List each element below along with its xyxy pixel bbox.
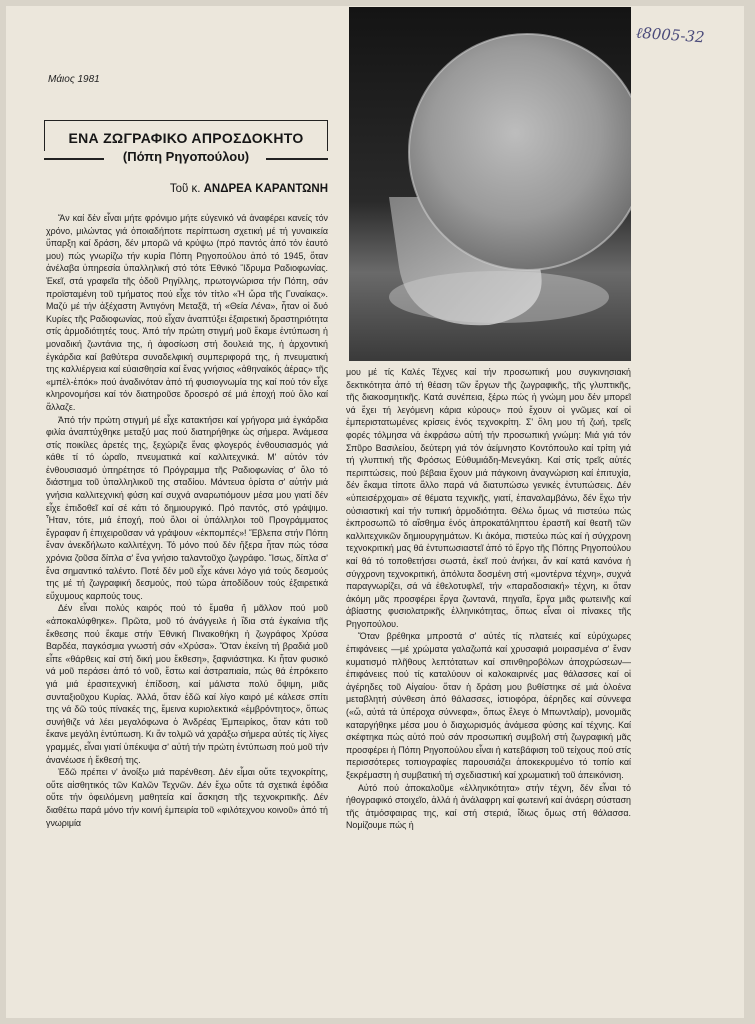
paragraph: μου μέ τίς Καλές Τέχνες καί τήν προσωπική μου συγκινησιακή δεκτικότητα ἀπό τή θέαση τῶν ἔργων τῆς ζωγραφικῆς, τῆς γλυπτικῆς, τῆς διακοσμητικῆς. Κατά συνέπεια, ξέρω πώς ἡ γνώμη μου δέν μπορεῖ νά ἔχει τή λεγόμενη κάρια κύρους» πού ἔχουν οἱ γνῶμες καί οἱ ἐμπεριστατωμένες κρίσεις ἑνός τεχνοκρίτη. Σ' ὅλη μου τή ζωή, τρεῖς φορές τόλμησα νά ἐκφράσω αὐτή τήν προσωπική γνώμη: Μιά γιά τόν Σπῦρο Βασιλείου, δεύτερη γιά τόν ἀείμνηστο Κοντόπουλο καί τρίτη γιά τή γλυπτική τῆς Φρόσως Εὐθυμιάδη-Μενεγάκη. Καί στίς τρεῖς αὐτές περιπτώσεις, πού βέβαια ἔχουν μιά πάγκοινη ἀναγνώριση καί ἐπιτυχία, δέν ἔκαμα τίποτε ἄλλο παρά νά διατυπώσω γενικές ἐντυπώσεις. Δέν «ὑπεισέρχομαι» σέ θέματα τεχνικῆς, γιατί, ἐπαναλαμβάνω, δέν ἔχω τήν οὐσιαστική καί τήν τυπική ἁρμοδιότητα. Θέλω ὅμως νά πιστεύω πώς ἐκπροσωπῶ τό αἴσθημα ἑνός ἀπροκατάληπτου ἐραστῆ καί θεατῆ τῶν καλλιτεχνικῶν δημιουργημάτων. Κι ἀκόμα, πιστεύω πώς καί ἡ σύγχρονη τεχνοκριτική μας θά ἐντυπωσιαστεῖ ἀπό τό ἔργο τῆς Πόπης Ρηγοπούλου καί θά τό τοποθετήσει σωστά, ἐκεῖ πού ἀνήκει, ἄν καί κατά κανόνα ἡ σύγχρονη τεχνοκριτική, ἀπόλυτα δοσμένη στή «μοντέρνα τέχνη», συχνά παραγνωρίζει, σά νά ἐθελοτυφλεῖ, τήν «παραδοσιακή» τέχνη, κι ὅταν ἀκόμη μᾶς προσφέρει ἔργα ζωντανά, πηγαῖα, ἔργα μιᾶς φωτεινῆς καί ἀβίαστης φυσιολατρικῆς ἑλληνικότητας, ὅπως εἶναι οἱ πίνακες τῆς Ρηγοπούλου. xyxy=(346,367,631,629)
paragraph: Αὐτό πού ἀποκαλοῦμε «ἑλληνικότητα» στήν τέχνη, δέν εἶναι τό ἠθογραφικό στοιχεῖο, ἀλλά ἡ ἀνάλαφρη καί φωτεινή καί ἀνάερη σύσταση τῆς ἀτμόσφαιρας της, καί στή στεριά, ἴδιως ὅμως στή θάλασσα. Νομίζουμε πώς ἡ xyxy=(346,782,631,831)
author-line xyxy=(46,183,328,195)
left-text-column xyxy=(46,212,328,992)
painting-image xyxy=(349,7,631,361)
article-title-box xyxy=(44,120,328,172)
subtitle-row xyxy=(44,149,328,167)
article-subtitle: (Πόπη Ρηγοπούλου) xyxy=(122,149,250,164)
paragraph: Ἀπό τήν πρώτη στιγμή μέ εἶχε κατακτήσει καί γρήγορα μιά ἐγκάρδια φιλία ἀναπτύχθηκε μεταξύ μας πού διατηρήθηκε ὡς σήμερα. Ἀνάμεσα στίς ποικίλες ἀρετές της, ξεχώριζε ἕνας φλογερός ἐνθουσιασμός γιά κάθε τί τό ὡραῖο, πνευματικά καί καλλιτεχνικά. Μ' αὐτόν τόν ἐνθουσιασμό ὑπηρέτησε τό Πρόγραμμα τῆς Ραδιοφωνίας σ' ὅλο τό διάστημα τοῦ ὑπαλληλικοῦ της σταδίου. Μάντευα ὁρίστα σ' αὐτήν μιά γνήσια καλλιτεχνική φύση καί συχνά αναρωτιόμουν μέσα μου γιατί δέν εἶχε ἐπιδοθεῖ καί σέ κάτι τό δημιουργικό. Πρό παντός, στό γράψιμο. Ἦταν, τότε, μιά ἐποχή, πού ὅλοι οἱ ὑπάλληλοι τοῦ Προγράμματος ἔγραφαν ἤ ἐπιχειροῦσαν νά γράψουν «ἐκπομπές»! Ἔβλεπα στήν Πόπη ἕναν ἀνεκδήλωτο καλλιτέχνη. Τό μόνο πού δέν ἤξερα ἦταν πώς τόσα χρόνια ζοῦσα δίπλα σ' ἕνα γνήσιο ταλαντοῦχο ζωγράφο. Ἴσως, δίπλα σ' ἕνα σημαντικό ταλέντο. Ποτέ δέν μοῦ εἶχε κάνει λόγο γιά τούς δεσμούς της μέ τή ζωγραφική δεσμούς, πού τώρα ἀποδίδουν τούς ἐξαιρετικά εὔχυμους καρπούς τους. xyxy=(46,414,328,601)
handwritten-archive-note: ℓ8005-32 xyxy=(635,23,706,47)
paragraph: Ὅταν βρέθηκα μπροστά σ' αὐτές τίς πλατειές καί εὐρύχωρες ἐπιφάνειες —μέ χρώματα γαλαζωπά καί χρυσαφιά μοιρασμένα σ' ἕναν κυματισμό πλῆθους λεπτότατων καί σπινθηροβόλων ἀποχρώσεων— ἐπιφάνειες πού τίς καταλύουν οἱ καλοκαιρινές μας θάλασσες καί οἱ ἀγέρηδες τοῦ Αἰγαίου· ὅταν ἡ δράση μου βυθίστηκε σέ μιά ὁλοένα μεταβλητή σύνθεση ἀπό θάλασσες, ἰστιοφόρα, ἀέρηδες καί σύννεφα («ὤ, αὐτά τά ὑπέροχα σύννεφα», ὅπως ἔλεγε ὁ Μπωντλαίρ), μονομιᾶς καταργήθηκε μέσα μου ὁ διαχωρισμός ἀνάμεσα φύσης καί τέχνης. Καί σκέφτηκα πώς αὐτό πού σάν προσωπική συμβολή στή ζωγραφική μᾶς προσφέρει ἡ Πόπη Ρηγοπούλου εἶναι ἡ κατεβάφιση τοῦ τείχους πού στίς περισσότερες τοπιογραφίες παρουσιάζει ἀποκεκρυμένο τό τοπίο καί ξεκρέμαστη ἡ συμβατική τή σχεδιαστική καί χρωματική τοῦ ἀπεικόνιση. xyxy=(346,631,631,780)
publication-date: Μάιος 1981 xyxy=(48,74,100,85)
author-prefix: Τοῦ κ. xyxy=(169,183,204,195)
paragraph: Δέν εἶναι πολύς καιρός πού τό ἔμαθα ἤ μᾶλλον πού μοῦ «ἀποκαλύφθηκε». Πρῶτα, μοῦ τό ἀνάγγειλε ἡ ἴδια στά ἐγκαίνια τῆς ἔκθεσης πού ἔκαμε στήν Ἐθνική Πινακοθήκη ἡ ζωγράφος Χρύσα Βαρδέα, παγκόσμια γνωστή σάν «Χρύσα». Ὅταν ἐκείνη τή βραδιά μοῦ εἶπε «θάρθεις καί στή δική μου ἔκθεση», ξαφνιάστηκα. Κι ἦταν φυσικό νά μοῦ περάσει ἀπό τό νοῦ, ἔστω καί ἀστραπιαία, πώς θά ἐπρόκειτο γιά μιά ἐρασιτεχνική ἐπίδοση, καί μάλιστα πολύ ὄψιμη, μιᾶς συνταξιοῦχου Κυρίας. Ἀλλά, ὅταν ἐδῶ καί λίγο καιρό μέ κάλεσε σπίτι της νά δῶ τούς πίνακές της, ἔμεινα κυριολεκτικά «ἐμβρόντητος», ὅπως συνήθιζε νά λέει μεγαλόφωνα ὁ Ἀνδρέας Ἐμπειρίκος, ὅταν κάτι τοῦ ἔκανε μεγάλη ἐντύπωση. Κι ἄν τολμῶ νά χαράξω σήμερα αὐτές τίς λίγες γραμμές, εἶναι γιατί ὑπέκυψα σ' αὐτή τήν πρώτη ἐντύπωση πού μοῦ τήν ἀνανέωσε ἡ ἔκθεσή της. xyxy=(46,603,328,765)
paragraph: Ἐδῶ πρέπει ν' ἀνοίξω μιά παρένθεση. Δέν εἶμαι οὔτε τεχνοκρίτης, οὔτε αἰσθητικός τῶν Καλῶν Τεχνῶν. Δέν ἔχω οὔτε τά σχετικά ἐφόδια οὔτε τήν ὀφειλόμενη μαθητεία καί ἄσκηση τῆς τεχνοκριτικῆς. Δέν διαθέτω παρά μόνο τήν κοινή ἐμπειρία τοῦ «φιλότεχνου κοινοῦ» ἀπό τή γνωριμία xyxy=(46,767,328,828)
author-name: ΑΝΔΡΕΑ ΚΑΡΑΝΤΩΝΗ xyxy=(203,183,328,195)
right-text-column xyxy=(346,366,631,1006)
paragraph: Ἄν καί δέν εἶναι μήτε φρόνιμο μήτε εὐγενικό νά ἀναφέρει κανείς τόν χρόνο, μιλώντας γιά ὁποιαδήποτε περίπτωση σχετική μέ τή γυναικεία ὕπαρξη καί δράση, δέν μπορῶ νά κρύψω (πρό παντός ἀπό τόν ἑαυτό μου) πώς γνωρίζω τήν κυρία Πόπη Ρηγοπούλου ἀπό τό 1945, ὅταν ἀνέλαβα ὑπηρεσία ὑπαλληλική στό τότε Ἐθνικό Ἵδρυμα Ραδιοφωνίας. Ἐκεῖ, στά γραφεῖα τῆς ὁδοῦ Ρηγίλλης, πρωτογνώρισα τήν Πόπη, σάν προϊσταμένη τοῦ τμήματος πού εἶχε τόν τίτλο «Ἡ ὥρα τῆς Γυναίκας». Μαζύ μέ τήν ἀξέχαστη Ἀντιγόνη Μεταξᾶ, τή «Θεία Λένα», ἦταν οἱ δυό Κυρίες τῆς Ραδιοφωνίας, πού εἶχαν ἀναπτύξει ἐξαιρετική δραστηριότητα στίς ἁρμοδιότητές τους. Ἀπό τήν πρώτη στιγμή μοῦ ἔκαμε ἐντύπωση ἡ μοναδική ζωντάνια της, ἡ ἀφοσίωση στή δουλειά της, ἡ ἀρχοντική ἐγκάρδια καί βαθύτερα συναδελφική συμπεριφορά της, ἡ πνευματική της καλλιέργεια καί εὐαισθησία καί ἕνας γνήσιος «ἀθηναίκός ἀέρας» τῆς «μπέλ-ἐπόκ» πού ἀναδινόταν ἀπό τή φυσιογνωμία της καί πού τόν εἶχε κληρονομήσει καί τόν διατηροῦσε δροσερό σέ μιά ἐποχή πού ὅλο καί ἄλλαζε. xyxy=(46,213,328,412)
painting-photograph xyxy=(349,7,631,361)
article-title: ΕΝΑ ΖΩΓΡΑΦΙΚΟ ΑΠΡΟΣΔΟΚΗΤΟ xyxy=(68,130,304,146)
